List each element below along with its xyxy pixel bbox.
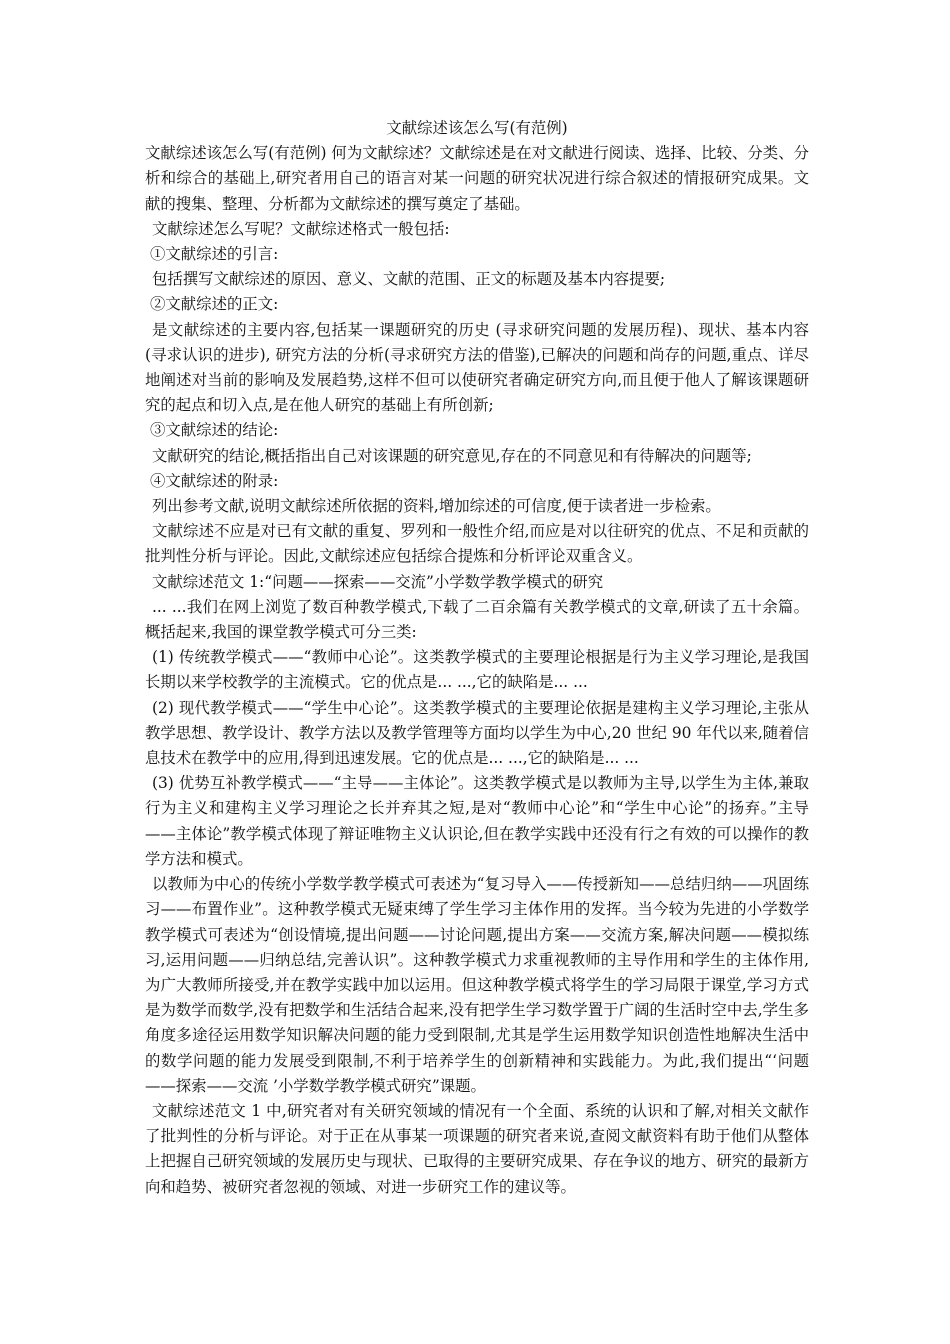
paragraph: 文献综述怎么写呢？文献综述格式一般包括: — [152, 219, 450, 238]
paragraph-list — [145, 141, 809, 1200]
paragraph: 包括撰写文献综述的原因、意义、文献的范围、正文的标题及基本内容提要; — [152, 270, 666, 289]
paragraph: 文献综述范文 1 中,研究者对有关研究领域的情况有一个全面、系统的认识和了解,对相关文献作了批判性的分析与评论。对于正在从事某一项课题的研究者来说,查阅文献资料有助于他们从整体上把握自己研究领域的发展历史与现状、已取得的主要研究成果、存在争议的地方、研究的最新方向和趋势、被研究者忽视的领域、对进一步研究工作的建议等。 — [145, 1101, 809, 1196]
document-title: 文献综述该怎么写(有范例) — [386, 119, 568, 137]
paragraph: 文献综述该怎么写(有范例) 何为文献综述？文献综述是在对文献进行阅读、选择、比较、分类、分析和综合的基础上,研究者用自己的语言对某一问题的研究状况进行综合叙述的情报研究成果。文献的搜集、整理、分析都为文献综述的撰写奠定了基础。 — [145, 144, 809, 213]
paragraph: ②文献综述的正文: — [150, 295, 279, 314]
paragraph: ①文献综述的引言: — [150, 245, 279, 264]
paragraph: 文献综述不应是对已有文献的重复、罗列和一般性介绍,而应是对以往研究的优点、不足和贡献的批判性分析与评论。因此,文献综述应包括综合提炼和分析评论双重含义。 — [145, 522, 809, 566]
paragraph: 是文献综述的主要内容,包括某一课题研究的历史 (寻求研究问题的发展历程)、现状、基本内容 (寻求认识的进步), 研究方法的分析(寻求研究方法的借鉴),已解决的问题和尚存的问题,重点、详尽地阐述对当前的影响及发展趋势,这样不但可以使研究者确定研究方向,而且便于他人了解该课题研究的起点和切入点,是在他人研究的基础上有所创新; — [145, 320, 809, 415]
paragraph: ③文献综述的结论: — [150, 421, 279, 440]
paragraph: 文献综述范文 1:“问题——探索——交流”小学数学教学模式的研究 — [152, 572, 604, 591]
paragraph: (3) 优势互补教学模式——“主导——主体论”。这类教学模式是以教师为主导,以学生为主体,兼取行为主义和建构主义学习理论之长并弃其之短,是对“教师中心论”和“学生中心论”的扬弃。”主导——主体论”教学模式体现了辩证唯物主义认识论,但在教学实践中还没有行之有效的可以操作的教学方法和模式。 — [145, 774, 809, 868]
document-body — [145, 116, 809, 1200]
paragraph: 文献研究的结论,概括指出自己对该课题的研究意见,存在的不同意见和有待解决的问题等; — [152, 446, 752, 465]
paragraph: 以教师为中心的传统小学数学教学模式可表述为“复习导入——传授新知——总结归纳——巩固练习——布置作业”。这种教学模式无疑束缚了学生学习主体作用的发挥。当今较为先进的小学数学教学模式可表述为“创设情境,提出问题——讨论问题,提出方案——交流方案,解决问题——模拟练习,运用问题——归纳总结,完善认识”。这种教学模式力求重视教师的主导作用和学生的主体作用,为广大教师所接受,并在教学实践中加以运用。但这种教学模式将学生的学习局限于课堂,学习方式是为数学而数学,没有把数学和生活结合起来,没有把学生学习数学置于广阔的生活时空中去,学生多角度多途径运用数学知识解决问题的能力受到限制,尤其是学生运用数学知识创造性地解决生活中的数学问题的能力发展受到限制,不利于培养学生的创新精神和实践能力。为此,我们提出“‘问题——探索——交流 ’小学数学教学模式研究”课题。 — [145, 875, 809, 1095]
paragraph: ... ...我们在网上浏览了数百种教学模式,下载了二百余篇有关教学模式的文章,研读了五十余篇。概括起来,我国的课堂教学模式可分三类: — [145, 597, 809, 642]
paragraph: ④文献综述的附录: — [150, 471, 279, 490]
paragraph: 列出参考文献,说明文献综述所依据的资料,增加综述的可信度,便于读者进一步检索。 — [152, 497, 721, 516]
paragraph: (2) 现代教学模式——“学生中心论”。这类教学模式的主要理论依据是建构主义学习理论,主张从教学思想、教学设计、教学方法以及教学管理等方面均以学生为中心,20 世纪 90 年代以来,随着信息技术在教学中的应用,得到迅速发展。它的优点是... ...,它的缺陷是... ... — [145, 698, 809, 768]
paragraph: (1) 传统教学模式——“教师中心论”。这类教学模式的主要理论根据是行为主义学习理论,是我国长期以来学校教学的主流模式。它的优点是... ...,它的缺陷是... ... — [145, 648, 809, 692]
